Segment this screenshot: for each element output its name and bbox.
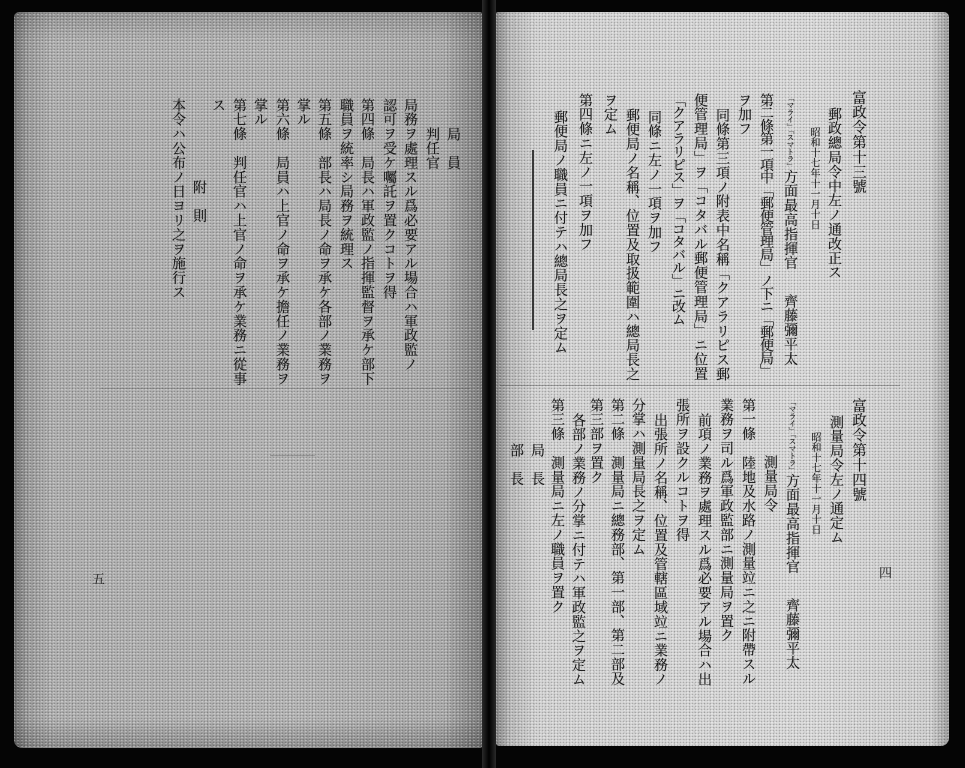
text-column: 業務ヲ司ル爲軍政監部ニ測量局ヲ置ク [718, 398, 734, 643]
article-2: 第二條 測量局ニ總務部、第一部、第二部及 [609, 398, 625, 686]
text-column: 分掌ハ測量局長之ヲ定ム [630, 398, 646, 557]
article-3: 第三條 測量局ニ左ノ職員ヲ置ク [549, 398, 565, 614]
text-column: 便管理局」ヲ「コタバル郵便管理局」ニ位置 [692, 93, 708, 381]
ordinance-number: 富政令第十四號 [850, 398, 866, 503]
section-divider [500, 385, 900, 386]
text-column: 郵便局ノ職員ニ付テハ總局長之ヲ定ム [552, 110, 568, 355]
ordinance-enactment: 郵政總局令中左ノ通改正ス [826, 107, 842, 280]
article-5: 第五條 部長ハ局長ノ命ヲ承ケ各部ノ業務ヲ [316, 98, 332, 386]
text-column: ヲ定ム [602, 93, 618, 137]
text-column: ヲ加フ [736, 93, 752, 137]
article-1: 第一條 陸地及水路ノ測量竝ニ之ニ附帶スル [740, 398, 756, 686]
text-column: 同條第三項ノ附表中名稱「クアラリピス郵 [714, 108, 730, 382]
text-column: 同條ニ左ノ一項ヲ加フ [646, 110, 662, 254]
staff-item-director: 局 長 [529, 443, 545, 487]
text-column: 張所ヲ設クルコトヲ得 [674, 398, 690, 542]
text-column: 認可ヲ受ケ囑託ヲ置クコトヲ得 [381, 98, 397, 300]
signer-region: 「マライ」「スマトラ」 [786, 94, 795, 170]
article-6: 第六條 局員ハ上官ノ命ヲ承ケ擔任ノ業務ヲ [274, 98, 290, 386]
signer-title: 方面最高指揮官 [784, 473, 800, 575]
text-column: 掌ル [252, 98, 268, 127]
text-column: 判任官 [424, 127, 440, 171]
signer-region: 「マライ」「スマトラ」 [788, 398, 797, 474]
page-right [496, 12, 949, 746]
ordinance-enactment: 測量局令左ノ通定ム [828, 415, 844, 545]
text-column: ス [210, 98, 226, 113]
text-column: 第三部ヲ置ク [588, 398, 604, 485]
signer-name: 齊藤彌平太 [784, 598, 800, 671]
print-line [100, 388, 470, 389]
ordinance-date: 昭和十七年十一月十日 [809, 432, 820, 535]
page-number: 四 [876, 566, 891, 579]
signer-line [782, 94, 798, 366]
page-number: 五 [89, 572, 104, 585]
text-column: 局 員 [445, 127, 461, 171]
article-2-amendment: 第二條第一項中「郵便管理局」ノ下ニ「郵便局」 [758, 93, 774, 377]
ordinance-heading: 測量局令 [762, 455, 778, 513]
text-column: 職員ヲ統率シ局務ヲ統理ス [338, 98, 354, 271]
text-column: 出張所ノ名稱、位置及管轄區域竝ニ業務ノ [652, 413, 668, 687]
ordinance-date: 昭和十七年十一月十日 [808, 127, 819, 230]
article-4: 第四條 局長ハ軍政監ノ指揮監督ヲ承ケ部下 [359, 98, 375, 386]
text-column: 掌ル [295, 98, 311, 127]
column-rule [532, 150, 534, 330]
enforcement-clause: 本令ハ公布ノ日ヨリ之ヲ施行ス [170, 98, 186, 300]
staff-item-department-head: 部 長 [508, 443, 524, 487]
text-column: 前項ノ業務ヲ處理スル爲必要アル場合ハ出 [696, 413, 712, 687]
signer-title: 方面最高指揮官 [782, 169, 798, 271]
page-left [14, 12, 482, 748]
text-column: 郵便局ノ名稱、位置及取扱範圍ハ總局長之 [624, 108, 640, 382]
article-4-amendment: 第四條ニ左ノ一項ヲ加フ [577, 93, 593, 252]
article-7: 第七條 判任官ハ上官ノ命ヲ承ケ業務ニ從事 [231, 98, 247, 386]
text-column: 「クアラリピス」ヲ「コタバル」ニ改ム [670, 93, 686, 326]
signer-line [784, 398, 800, 670]
ordinance-number: 富政令第十三號 [850, 90, 866, 195]
text-column: 各部ノ業務ノ分掌ニ付テハ軍政監之ヲ定ム [570, 413, 586, 687]
supplementary-provisions-heading: 附 則 [191, 180, 207, 224]
signer-name: 齊藤彌平太 [782, 294, 798, 367]
book-gutter [482, 0, 496, 768]
print-line [270, 455, 315, 456]
text-column: 局務ヲ處理スル爲必要アル場合ハ軍政監ノ [402, 98, 418, 372]
